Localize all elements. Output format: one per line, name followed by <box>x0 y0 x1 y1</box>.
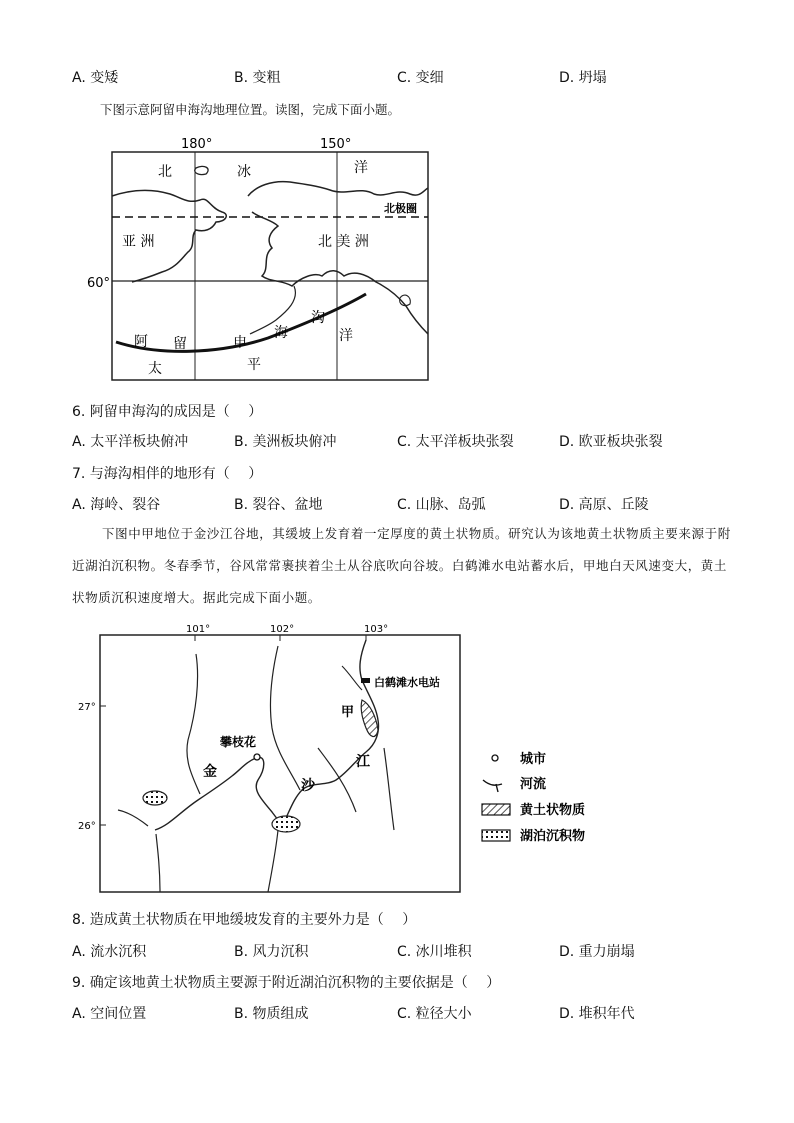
option-d[interactable]: D. 欧亚板块张裂 <box>559 434 663 450</box>
option-d[interactable]: D. 重力崩塌 <box>559 944 635 960</box>
legend-lake: 湖泊沉积物 <box>520 829 586 844</box>
map1-intro: 下图示意阿留申海沟地理位置。读图，完成下面小题。 <box>100 102 401 117</box>
island-mark-2 <box>214 349 218 350</box>
option-a[interactable]: A. 变矮 <box>72 70 119 86</box>
legend-river-icon <box>483 780 502 792</box>
legend-city-icon <box>492 755 498 761</box>
option-c[interactable]: C. 变细 <box>397 70 444 86</box>
question-7-options <box>72 494 752 516</box>
label-shen: 申 <box>233 335 247 351</box>
panzhihua-city-marker <box>254 754 260 760</box>
label-hai: 海 <box>274 325 288 341</box>
option-d[interactable]: D. 高原、丘陵 <box>559 497 649 513</box>
option-a[interactable]: A. 流水沉积 <box>72 944 147 960</box>
label-liu: 留 <box>173 336 187 352</box>
lake-deposit-mid <box>272 816 300 832</box>
map1-frame <box>112 152 428 380</box>
option-c[interactable]: C. 山脉、岛弧 <box>397 497 486 513</box>
label-jiang: 江 <box>356 754 370 770</box>
option-b[interactable]: B. 裂谷、盆地 <box>234 497 323 513</box>
label-ping: 平 <box>247 357 261 373</box>
option-c[interactable]: C. 粒径大小 <box>397 1006 472 1022</box>
question-8-options <box>72 941 752 963</box>
label-north-america: 北 美 洲 <box>318 234 369 250</box>
jinsha-river-map <box>76 618 616 898</box>
label-a: 阿 <box>134 334 148 350</box>
option-a[interactable]: A. 海岭、裂谷 <box>72 497 161 513</box>
label-arctic-circle: 北极圈 <box>384 202 417 215</box>
map2-intro: 下图中甲地位于金沙江谷地，其缓坡上发育着一定厚度的黄土状物质。研究认为该地黄土状物质主要来源于附近湖泊沉积物。冬春季节，谷风常常裹挟着尘土从谷底吹向谷坡。白鹤滩水电站蓄水后，甲地白天风速变大，黄土状物质沉积速度增大。据此完成下面小题。 <box>72 526 731 605</box>
label-gou: 沟 <box>311 310 325 326</box>
label-lat-26: 26° <box>78 821 96 832</box>
option-d[interactable]: D. 堆积年代 <box>559 1006 635 1022</box>
label-bei: 北 <box>158 164 172 180</box>
lake-deposit-west <box>143 791 167 805</box>
legend-loess: 黄土状物质 <box>520 803 586 818</box>
map2-legend <box>482 751 585 844</box>
option-b[interactable]: B. 变粗 <box>234 70 281 86</box>
label-yang: 洋 <box>339 328 353 344</box>
label-panzhihua: 攀枝花 <box>220 735 257 749</box>
legend-lake-icon <box>482 830 510 841</box>
option-b[interactable]: B. 风力沉积 <box>234 944 309 960</box>
label-asia: 亚 洲 <box>122 234 155 250</box>
question-9-options <box>72 1003 752 1025</box>
label-bing: 冰 <box>237 164 251 180</box>
question-8-stem: 8. 造成黄土状物质在甲地缓坡发育的主要外力是（ ） <box>72 912 417 928</box>
label-lon-103: 103° <box>364 624 389 635</box>
question-9-stem: 9. 确定该地黄土状物质主要源于附近湖泊沉积物的主要依据是（ ） <box>72 975 501 991</box>
question-5-options <box>72 67 752 89</box>
map2-frame <box>100 635 460 892</box>
label-sha: 沙 <box>301 778 315 794</box>
legend-city: 城市 <box>520 752 547 767</box>
question-6-options <box>72 431 752 453</box>
label-lat-27: 27° <box>78 702 96 713</box>
label-lon-180: 180° <box>181 137 213 152</box>
label-lon-150: 150° <box>320 137 352 152</box>
label-lat-60: 60° <box>87 276 111 291</box>
label-lon-101: 101° <box>186 624 211 635</box>
option-a[interactable]: A. 空间位置 <box>72 1006 147 1022</box>
hydropower-station-marker <box>361 678 370 683</box>
label-station: 白鹤滩水电站 <box>374 676 440 689</box>
label-yang-top: 洋 <box>354 160 368 176</box>
label-tai: 太 <box>148 361 162 377</box>
option-d[interactable]: D. 坍塌 <box>559 70 607 86</box>
label-jin: 金 <box>203 764 217 780</box>
option-c[interactable]: C. 太平洋板块张裂 <box>397 434 514 450</box>
label-jia: 甲 <box>341 705 355 720</box>
aleutian-trench-map <box>85 132 435 384</box>
option-b[interactable]: B. 物质组成 <box>234 1006 309 1022</box>
legend-loess-icon <box>482 804 510 815</box>
question-7-stem: 7. 与海沟相伴的地形有（ ） <box>72 466 263 482</box>
option-c[interactable]: C. 冰川堆积 <box>397 944 472 960</box>
option-b[interactable]: B. 美洲板块俯冲 <box>234 434 337 450</box>
question-6-stem: 6. 阿留申海沟的成因是（ ） <box>72 404 263 420</box>
legend-river: 河流 <box>520 777 547 792</box>
label-lon-102: 102° <box>270 624 295 635</box>
option-a[interactable]: A. 太平洋板块俯冲 <box>72 434 189 450</box>
